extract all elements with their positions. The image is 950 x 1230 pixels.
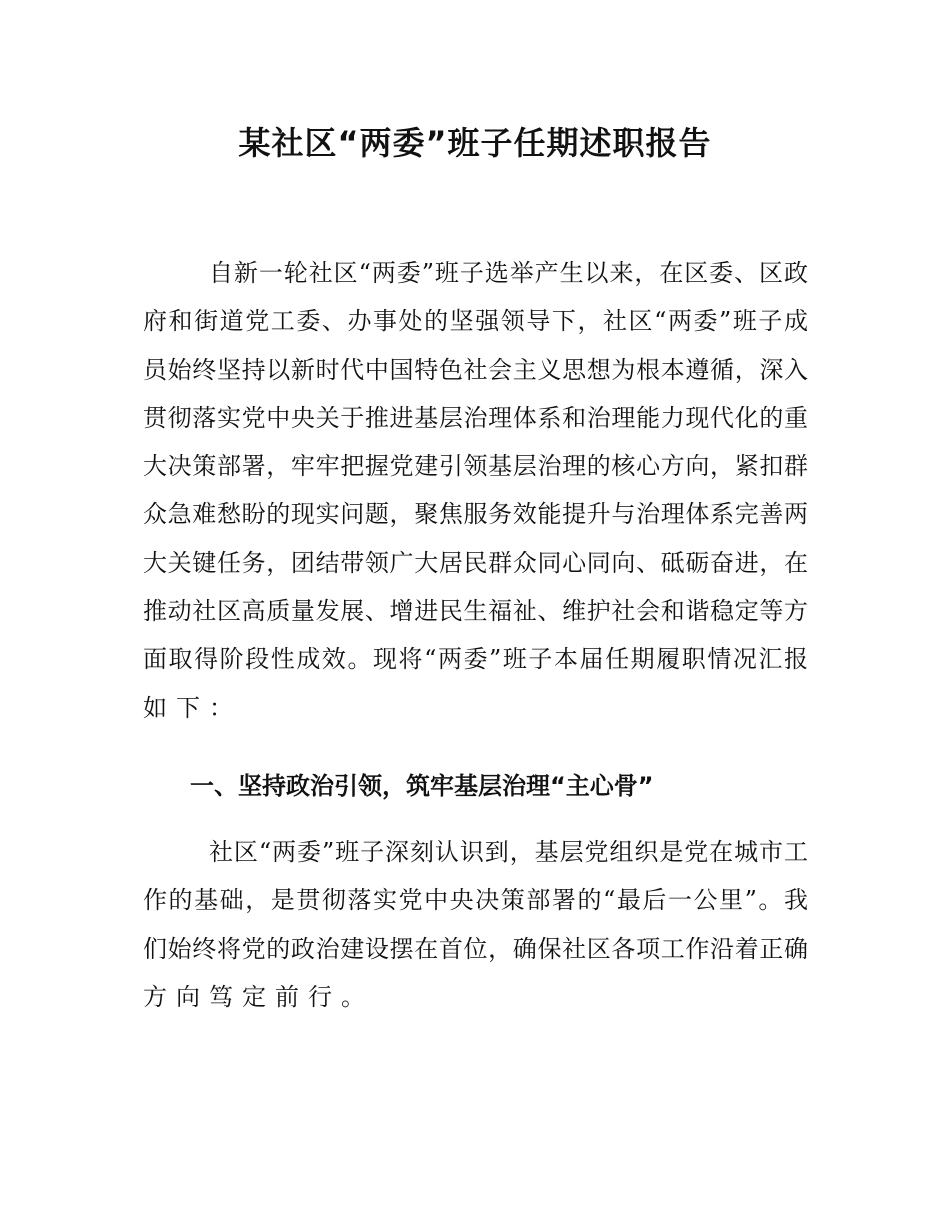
text-line: 贯彻落实党中央关于推进基层治理体系和治理能力现代化的重 — [143, 403, 808, 432]
text-line: 社区“两委”班子深刻认识到，基层党组织是党在城市工 — [209, 838, 808, 866]
text-line: 大关键任务，团结带领广大居民群众同心同向、砥砺奋进，在 — [143, 548, 808, 577]
text-line: 大决策部署，牢牢把握党建引领基层治理的核心方向，紧扣群 — [143, 452, 808, 481]
section-heading: 一、坚持政治引领，筑牢基层治理“主心骨” — [190, 772, 654, 800]
text-line: 方向笃定前行。 — [143, 982, 374, 1011]
text-line: 面取得阶段性成效。现将“两委”班子本届任期履职情况汇报 — [143, 645, 808, 674]
section-paragraph — [143, 828, 808, 1021]
text-line: 如下： — [143, 693, 242, 722]
text-line: 作的基础，是贯彻落实党中央决策部署的“最后一公里”。我 — [143, 886, 808, 915]
intro-paragraph — [143, 249, 808, 732]
text-line: 推动社区高质量发展、增进民生福祉、维护社会和谐稳定等方 — [143, 597, 808, 626]
text-line: 员始终坚持以新时代中国特色社会主义思想为根本遵循，深入 — [143, 355, 808, 384]
text-line: 众急难愁盼的现实问题，聚焦服务效能提升与治理体系完善两 — [143, 500, 808, 529]
document-title: 某社区“两委”班子任期述职报告 — [238, 124, 712, 162]
text-line: 府和街道党工委、办事处的坚强领导下，社区“两委”班子成 — [143, 307, 808, 336]
text-line: 自新一轮社区“两委”班子选举产生以来，在区委、区政 — [209, 259, 808, 287]
text-line: 们始终将党的政治建设摆在首位，确保社区各项工作沿着正确 — [143, 934, 808, 963]
